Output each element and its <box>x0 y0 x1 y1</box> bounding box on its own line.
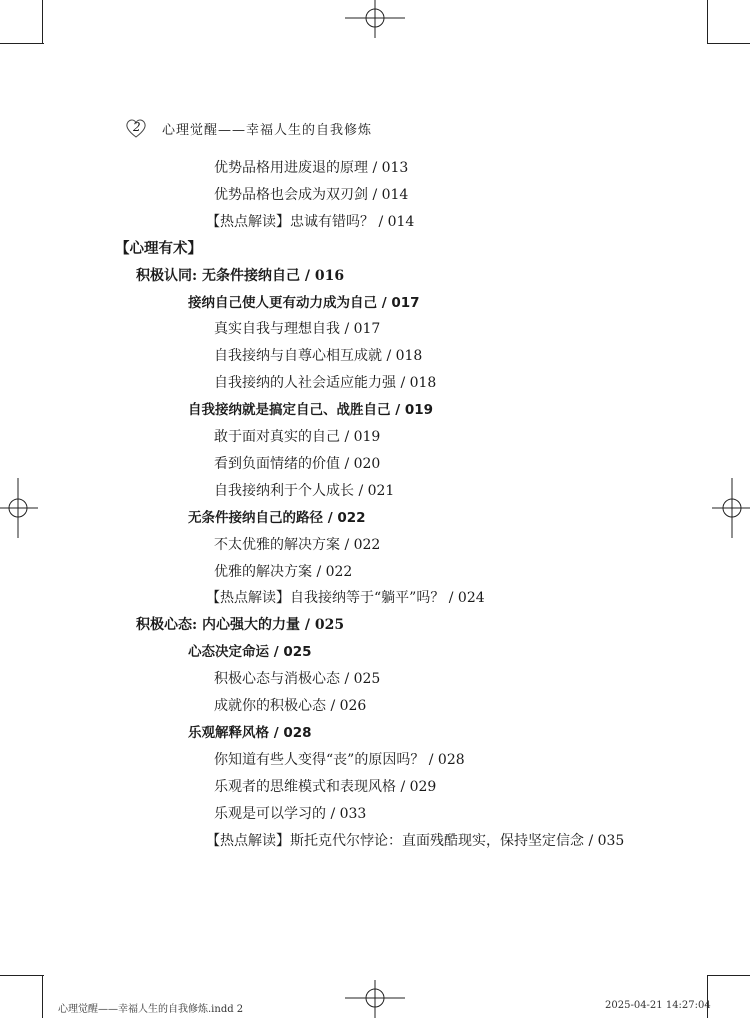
toc-chapter: 积极心态: 内心强大的力量 / 025 <box>136 617 345 633</box>
toc-chapter: 积极认同: 无条件接纳自己 / 016 <box>136 268 345 284</box>
crop-mark <box>707 0 708 44</box>
toc-subsection: 乐观者的思维模式和表现风格 / 029 <box>214 779 437 795</box>
toc-subsection: 积极心态与消极心态 / 025 <box>214 671 381 687</box>
toc-subsection: 优势品格也会成为双刃剑 / 014 <box>214 187 409 203</box>
running-title: 心理觉醒——幸福人生的自我修炼 <box>162 122 373 138</box>
toc-subsection: 乐观是可以学习的 / 033 <box>214 806 367 822</box>
toc-subsection: 真实自我与理想自我 / 017 <box>214 321 381 337</box>
registration-mark-bottom <box>345 978 405 1018</box>
toc-section: 无条件接纳自己的路径 / 022 <box>188 510 366 526</box>
crop-mark <box>707 43 750 44</box>
toc-subsection: 看到负面情绪的价值 / 020 <box>214 456 381 472</box>
crop-mark <box>42 0 43 44</box>
toc-subsection: 不太优雅的解决方案 / 022 <box>214 537 381 553</box>
page-number: 2 <box>133 120 142 134</box>
footer-file-info: 心理觉醒——幸福人生的自我修炼.indd 2 <box>58 1004 244 1015</box>
registration-mark-left <box>0 478 40 538</box>
toc-subsection: 自我接纳利于个人成长 / 021 <box>214 483 395 499</box>
toc-subsection: 你知道有些人变得“丧”的原因吗？ / 028 <box>214 752 465 768</box>
toc-hot-topic: 【热点解读】忠诚有错吗？ / 014 <box>206 214 415 230</box>
toc-subsection: 成就你的积极心态 / 026 <box>214 698 367 714</box>
registration-mark-top <box>345 0 405 40</box>
toc-section: 自我接纳就是搞定自己、战胜自己 / 019 <box>188 402 434 418</box>
crop-mark <box>707 975 708 1018</box>
footer-timestamp: 2025-04-21 14:27:04 <box>605 1000 711 1011</box>
toc-subsection: 优雅的解决方案 / 022 <box>214 564 353 580</box>
toc-section: 心态决定命运 / 025 <box>188 644 312 660</box>
toc-part-heading: 【心理有术】 <box>115 241 202 257</box>
toc-subsection: 敢于面对真实的自己 / 019 <box>214 429 381 445</box>
running-header <box>124 116 372 140</box>
crop-mark <box>42 975 43 1018</box>
registration-mark-right <box>710 478 750 538</box>
toc-section: 乐观解释风格 / 028 <box>188 725 312 741</box>
page-number-badge <box>124 116 148 140</box>
toc-subsection: 优势品格用进废退的原理 / 013 <box>214 160 409 176</box>
toc-hot-topic: 【热点解读】斯托克代尔悖论：直面残酷现实，保持坚定信念 / 035 <box>206 833 625 849</box>
toc-section: 接纳自己使人更有动力成为自己 / 017 <box>188 295 420 311</box>
toc-subsection: 自我接纳的人社会适应能力强 / 018 <box>214 375 437 391</box>
crop-mark <box>0 975 44 976</box>
toc-hot-topic: 【热点解读】自我接纳等于“躺平”吗？ / 024 <box>206 590 485 606</box>
crop-mark <box>707 975 750 976</box>
crop-mark <box>0 43 44 44</box>
toc-subsection: 自我接纳与自尊心相互成就 / 018 <box>214 348 423 364</box>
